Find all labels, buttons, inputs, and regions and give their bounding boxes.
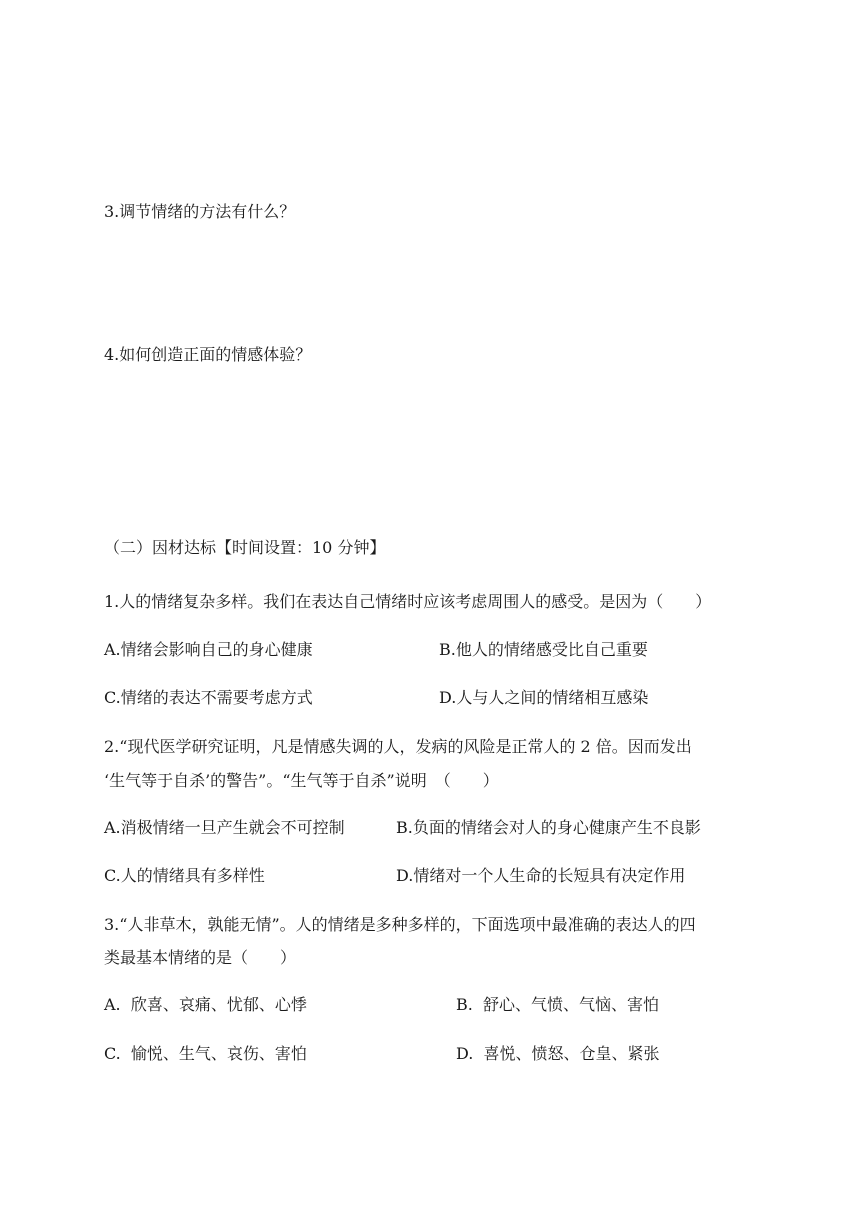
- section-heading: （二）因材达标【时间设置：10 分钟】: [104, 538, 386, 557]
- open-question-4: 4.如何创造正面的情感体验？: [104, 345, 312, 364]
- mc-option-3c: C. 愉悦、生气、哀伤、害怕: [104, 1044, 307, 1063]
- mc-question-2-line-2: ‘生气等于自杀’的警告”。“生气等于自杀”说明 （ ）: [104, 771, 499, 790]
- mc-option-1b: B.他人的情绪感受比自己重要: [439, 640, 648, 659]
- mc-option-3a: A. 欣喜、哀痛、忧郁、心悸: [104, 995, 307, 1014]
- mc-question-2-line-1: 2.“现代医学研究证明，凡是情感失调的人，发病的风险是正常人的 2 倍。因而发出: [104, 737, 692, 756]
- mc-option-1c: C.情绪的表达不需要考虑方式: [104, 688, 313, 707]
- mc-option-2d: D.情绪对一个人生命的长短具有决定作用: [396, 866, 686, 885]
- mc-option-3b: B. 舒心、气愤、气恼、害怕: [456, 995, 660, 1014]
- mc-option-3d: D. 喜悦、愤怒、仓皇、紧张: [456, 1044, 660, 1063]
- mc-question-1: 1.人的情绪复杂多样。我们在表达自己情绪时应该考虑周围人的感受。是因为（ ）: [104, 592, 712, 611]
- mc-option-1a: A.情绪会影响自己的身心健康: [104, 640, 313, 659]
- mc-option-1d: D.人与人之间的情绪相互感染: [439, 688, 649, 707]
- mc-option-2c: C.人的情绪具有多样性: [104, 866, 265, 885]
- mc-question-3-line-1: 3.“人非草木，孰能无情”。人的情绪是多种多样的，下面选项中最准确的表达人的四: [104, 915, 696, 934]
- mc-question-3-line-2: 类最基本情绪的是（ ）: [104, 948, 297, 967]
- mc-option-2b: B.负面的情绪会对人的身心健康产生不良影: [396, 818, 701, 837]
- mc-option-2a: A.消极情绪一旦产生就会不可控制: [104, 818, 345, 837]
- open-question-3: 3.调节情绪的方法有什么？: [104, 202, 296, 221]
